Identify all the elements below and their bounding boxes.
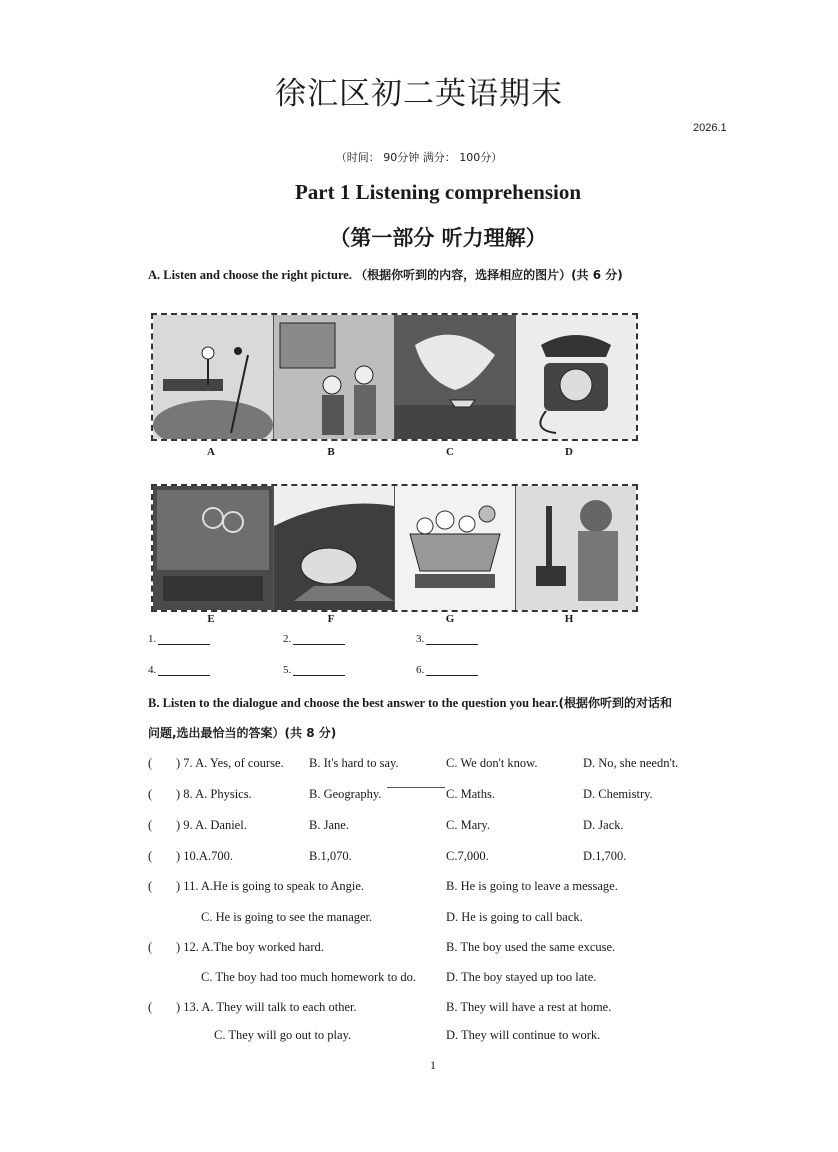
section-a-heading-en: A. Listen and choose the right picture. [148, 268, 352, 282]
question-10-paren[interactable]: ( [148, 849, 153, 863]
picture-label-d: D [565, 446, 573, 458]
question-13-option-a: ) 13. A. They will talk to each other. [176, 1000, 357, 1014]
answer-blank-2[interactable]: 2. [283, 633, 345, 645]
exam-time-info: （时间： 90分钟 满分： 100分） [335, 151, 503, 164]
question-13-option-c: C. They will go out to play. [214, 1028, 352, 1042]
part-title-zh: （第一部分 听力理解） [329, 226, 547, 250]
picture-e [153, 486, 274, 610]
question-12-paren[interactable]: ( [148, 940, 153, 954]
question-12-option-a: ) 12. A.The boy worked hard. [176, 940, 324, 954]
question-13-option-d: D. They will continue to work. [446, 1028, 601, 1042]
singer-stage-illustration [153, 315, 273, 439]
section-b-heading-en: B. Listen to the dialogue and choose the best answer to the question you hear. [148, 696, 559, 710]
stray-line [387, 787, 445, 788]
section-a-heading-zh: （根据你听到的内容，选择相应的图片）(共 6 分) [355, 268, 623, 282]
question-9-paren[interactable]: ( [148, 818, 153, 832]
picture-row-1 [151, 313, 638, 441]
question-8-option-c: C. Maths. [446, 787, 495, 801]
bathtub-illustration [395, 486, 515, 610]
microscope-scientist-illustration [516, 486, 636, 610]
section-b-heading-zh: (根据你听到的对话和 [558, 696, 672, 710]
exam-title: 徐汇区初二英语期末 [275, 76, 563, 112]
part-title: Part 1 Listening comprehension [294, 180, 582, 204]
answer-blank-6[interactable]: 6. [416, 664, 478, 676]
sleeping-person-illustration [274, 486, 394, 610]
picture-d [516, 315, 636, 439]
question-11-option-b: B. He is going to leave a message. [446, 879, 618, 893]
question-13-option-b: B. They will have a rest at home. [446, 1000, 612, 1014]
question-10-option-c: C.7,000. [446, 849, 489, 863]
picture-g [395, 486, 516, 610]
section-b-heading [148, 694, 738, 711]
picture-b [274, 315, 395, 439]
picture-label-b: B [327, 446, 335, 458]
section-a-heading [148, 266, 623, 283]
classroom-students-illustration [274, 315, 394, 439]
picture-label-c: C [446, 446, 454, 458]
question-7-option-d: D. No, she needn't. [583, 756, 679, 770]
question-9-option-c: C. Mary. [446, 818, 490, 832]
question-11-paren[interactable]: ( [148, 879, 153, 893]
question-7-paren[interactable]: ( [148, 756, 153, 770]
picture-a [153, 315, 274, 439]
picture-c [395, 315, 516, 439]
question-8-option-d: D. Chemistry. [583, 787, 653, 801]
question-12-option-d: D. The boy stayed up too late. [446, 970, 597, 984]
picture-label-e: E [207, 613, 215, 625]
question-10-option-a: ) 10.A.700. [176, 849, 233, 863]
section-b-heading-line2: 问题,选出最恰当的答案）(共 8 分) [148, 726, 337, 740]
picture-label-a: A [207, 446, 215, 458]
answer-blank-4[interactable]: 4. [148, 664, 210, 676]
question-13-paren[interactable]: ( [148, 1000, 153, 1014]
picture-label-f: F [327, 613, 335, 625]
question-9-option-d: D. Jack. [583, 818, 624, 832]
picture-row-2 [151, 484, 638, 612]
question-9-option-b: B. Jane. [309, 818, 349, 832]
question-12-option-b: B. The boy used the same excuse. [446, 940, 616, 954]
question-8-option-a: ) 8. A. Physics. [176, 787, 252, 801]
answer-blank-1[interactable]: 1. [148, 633, 210, 645]
question-11-option-a: ) 11. A.He is going to speak to Angie. [176, 879, 365, 893]
question-11-option-c: C. He is going to see the manager. [201, 910, 373, 924]
co2-factory-illustration [153, 486, 273, 610]
question-8-paren[interactable]: ( [148, 787, 153, 801]
question-11-option-d: D. He is going to call back. [446, 910, 583, 924]
picture-h [516, 486, 636, 610]
picture-label-g: G [445, 613, 455, 625]
answer-blank-5[interactable]: 5. [283, 664, 345, 676]
page-number: 1 [430, 1058, 436, 1072]
question-7-option-c: C. We don't know. [446, 756, 538, 770]
cave-boat-illustration [395, 315, 515, 439]
question-9-option-a: ) 9. A. Daniel. [176, 818, 247, 832]
exam-date: 2026.1 [693, 122, 727, 134]
question-8-option-b: B. Geography. [309, 787, 382, 801]
question-7-option-b: B. It's hard to say. [309, 756, 399, 770]
picture-label-h: H [564, 613, 574, 625]
question-12-option-c: C. The boy had too much homework to do. [201, 970, 417, 984]
question-10-option-b: B.1,070. [309, 849, 352, 863]
question-10-option-d: D.1,700. [583, 849, 627, 863]
telephone-icon [516, 315, 636, 439]
answer-blank-3[interactable]: 3. [416, 633, 478, 645]
picture-f [274, 486, 395, 610]
question-7-option-a: ) 7. A. Yes, of course. [176, 756, 284, 770]
